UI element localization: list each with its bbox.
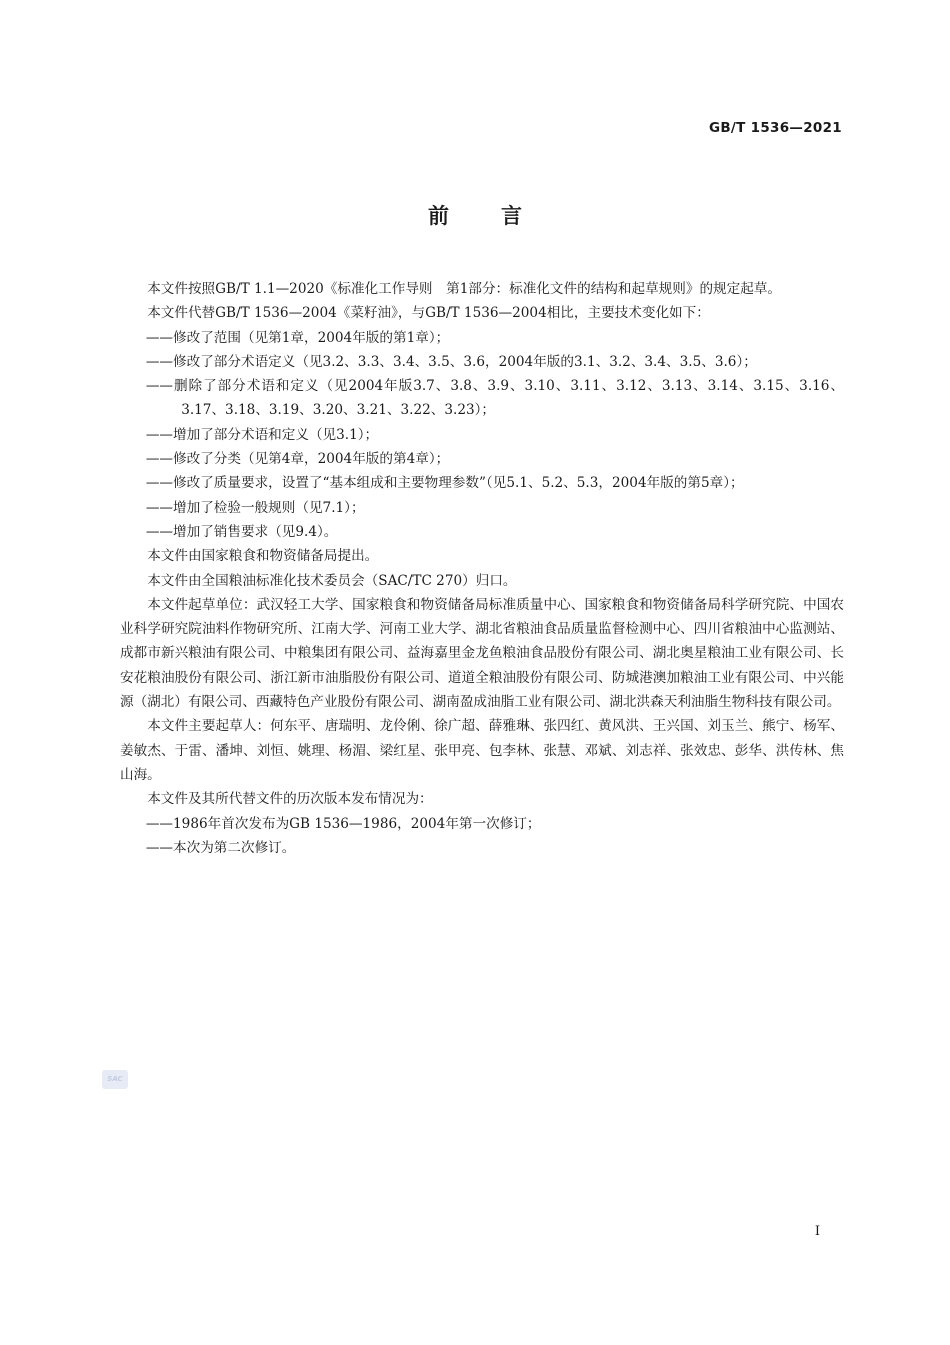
page-number: I bbox=[814, 1224, 820, 1239]
change-item: ——增加了检验一般规则（见7.1）； bbox=[145, 499, 365, 516]
paragraph-drafters: 本文件主要起草人：何东平、唐瑞明、龙伶俐、徐广超、薛雅琳、张四红、黄风洪、王兴国、刘玉兰、熊宁、杨军、姜敏杰、于雷、潘坤、刘恒、姚理、杨湄、梁红星、张甲亮、包李林、张慧、邓斌、刘志祥、张效忠、彭华、洪传林、焦山海。 bbox=[120, 718, 844, 783]
paragraph-proposed-by: 本文件由国家粮食和物资储备局提出。 bbox=[147, 548, 379, 565]
paragraph-drafting-units: 本文件起草单位：武汉轻工大学、国家粮食和物资储备局标准质量中心、国家粮食和物资储备局科学研究院、中国农业科学研究院油料作物研究所、江南大学、河南工业大学、湖北省粮油食品质量监督检测中心、四川省粮油中心监测站、成都市新兴粮油有限公司、中粮集团有限公司、益海嘉里金龙鱼粮油食品股份有限公司、湖北奥星粮油工业有限公司、长安花粮油股份有限公司、浙江新市油脂股份有限公司、道道全粮油股份有限公司、防城港澳加粮油工业有限公司、中兴能源（湖北）有限公司、西藏特色产业股份有限公司、湖南盈成油脂工业有限公司、湖北洪森天利油脂生物科技有限公司。 bbox=[120, 596, 844, 711]
paragraph-history-intro: 本文件及其所代替文件的历次版本发布情况为： bbox=[147, 791, 433, 808]
change-item: ——修改了质量要求，设置了“基本组成和主要物理参数”（见5.1、5.2、5.3，2004年版的第5章）； bbox=[145, 475, 744, 492]
page-title: 前言 bbox=[428, 204, 574, 228]
paragraph-replaces: 本文件代替GB/T 1536—2004《菜籽油》，与GB/T 1536—2004相比，主要技术变化如下： bbox=[147, 305, 710, 322]
change-item: ——修改了部分术语定义（见3.2、3.3、3.4、3.5、3.6，2004年版的3.1、3.2、3.4、3.5、3.6）； bbox=[145, 353, 757, 370]
change-item: ——修改了范围（见第1章，2004年版的第1章）； bbox=[145, 329, 450, 346]
change-item: ——增加了部分术语和定义（见3.1）； bbox=[145, 426, 379, 443]
history-item: ——1986年首次发布为GB 1536—1986，2004年第一次修订； bbox=[145, 815, 541, 832]
change-item: ——删除了部分术语和定义（见2004年版3.7、3.8、3.9、3.10、3.11、3.12、3.13、3.14、3.15、3.16、3.17、3.18、3.19、3.20、3.21、3.22、3.23）； bbox=[145, 378, 844, 419]
sac-logo-text: SAC bbox=[107, 1075, 123, 1083]
change-item: ——修改了分类（见第4章，2004年版的第4章）； bbox=[145, 451, 450, 468]
change-item: ——增加了销售要求（见9.4）。 bbox=[145, 523, 338, 540]
paragraph-drafting-rules: 本文件按照GB/T 1.1—2020《标准化工作导则 第1部分：标准化文件的结构和起草规则》的规定起草。 bbox=[147, 281, 782, 297]
history-item: ——本次为第二次修订。 bbox=[145, 839, 296, 856]
foreword-body bbox=[120, 277, 844, 860]
standard-code: GB/T 1536—2021 bbox=[708, 120, 842, 136]
sac-logo-icon bbox=[102, 1070, 128, 1089]
paragraph-under-jurisdiction: 本文件由全国粮油标准化技术委员会（SAC/TC 270）归口。 bbox=[147, 572, 517, 589]
